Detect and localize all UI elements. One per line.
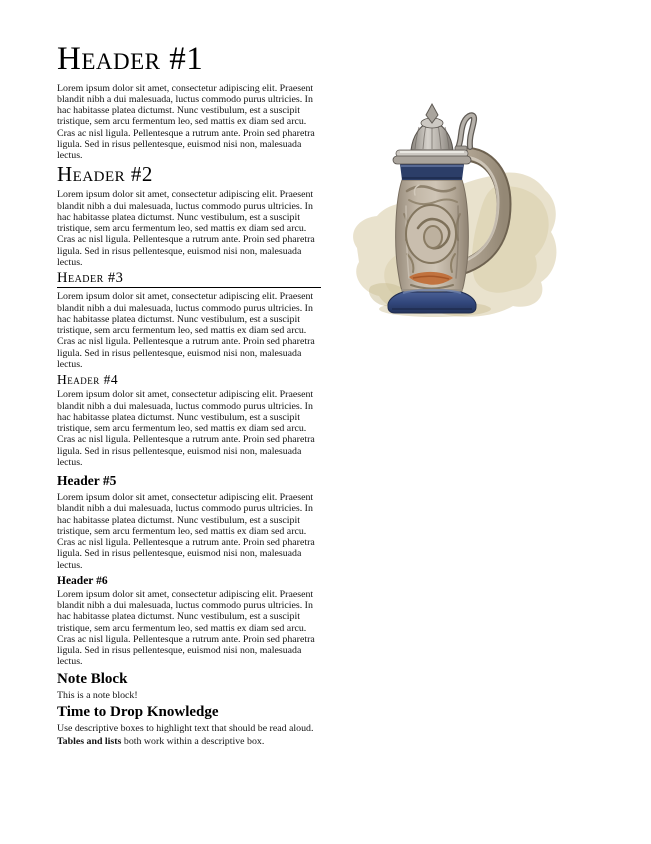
body-paragraph: Lorem ipsum dolor sit amet, consectetur adipiscing elit. Praesent blandit nibh a dui malesuada, luctus commodo purus ultricies. In hac habitasse platea dictumst. Nunc vestibulum, est a suscipit tristique, sem arcu fermentum leo, sed mattis ex diam sed arcu. Cras ac nisl ligula. Pellentesque a rutrum ante. Proin sed pharetra ligula. Sed in risus pellentesque, euismod nisi non, malesuada lectus. bbox=[57, 189, 315, 268]
heading-2: Header #2 bbox=[57, 162, 153, 187]
section-1 bbox=[57, 42, 321, 161]
note-block-body: This is a note block! bbox=[57, 689, 138, 701]
heading-6: Header #6 bbox=[57, 574, 108, 587]
heading-1: Header #1 bbox=[57, 41, 204, 77]
heading-5: Header #5 bbox=[57, 473, 117, 489]
knowledge-title: Time to Drop Knowledge bbox=[57, 703, 219, 720]
section-2 bbox=[57, 163, 321, 268]
knowledge-section bbox=[57, 704, 321, 748]
section-3 bbox=[57, 271, 321, 370]
knowledge-body: Use descriptive boxes to highlight text that should be read aloud. bbox=[57, 722, 314, 734]
section-6 bbox=[57, 575, 321, 668]
stein-neck-band bbox=[400, 164, 464, 180]
body-paragraph: Lorem ipsum dolor sit amet, consectetur adipiscing elit. Praesent blandit nibh a dui malesuada, luctus commodo purus ultricies. In hac habitasse platea dictumst. Nunc vestibulum, est a suscipit tristique, sem arcu fermentum leo, sed mattis ex diam sed arcu. Cras ac nisl ligula. Pellentesque a rutrum ante. Proin sed pharetra ligula. Sed in risus pellentesque, euismod nisi non, malesuada lectus. bbox=[57, 82, 315, 162]
text-column bbox=[57, 42, 321, 749]
section-5 bbox=[57, 473, 321, 571]
body-paragraph: Lorem ipsum dolor sit amet, consectetur adipiscing elit. Praesent blandit nibh a dui malesuada, luctus commodo purus ultricies. In hac habitasse platea dictumst. Nunc vestibulum, est a suscipit tristique, sem arcu fermentum leo, sed mattis ex diam sed arcu. Cras ac nisl ligula. Pellentesque a rutrum ante. Proin sed pharetra ligula. Sed in risus pellentesque, euismod nisi non, malesuada lectus. bbox=[57, 588, 315, 668]
knowledge-bold-lead: Tables and lists bbox=[57, 736, 122, 748]
stein-medallion bbox=[406, 205, 456, 263]
heading-4: Header #4 bbox=[57, 372, 119, 388]
heading-3: Header #3 bbox=[57, 271, 321, 288]
body-paragraph: Lorem ipsum dolor sit amet, consectetur adipiscing elit. Praesent blandit nibh a dui malesuada, luctus commodo purus ultricies. In hac habitasse platea dictumst. Nunc vestibulum, est a suscipit tristique, sem arcu fermentum leo, sed mattis ex diam sed arcu. Cras ac nisl ligula. Pellentesque a rutrum ante. Proin sed pharetra ligula. Sed in risus pellentesque, euismod nisi non, malesuada lectus. bbox=[57, 291, 315, 370]
note-block-title: Note Block bbox=[57, 670, 128, 687]
stein-body bbox=[396, 180, 469, 293]
knowledge-tables-line bbox=[57, 736, 321, 747]
stein-illustration bbox=[343, 96, 565, 320]
knowledge-bold-rest: both work within a descriptive box. bbox=[121, 736, 265, 748]
section-4 bbox=[57, 373, 321, 468]
body-paragraph: Lorem ipsum dolor sit amet, consectetur adipiscing elit. Praesent blandit nibh a dui malesuada, luctus commodo purus ultricies. In hac habitasse platea dictumst. Nunc vestibulum, est a suscipit tristique, sem arcu fermentum leo, sed mattis ex diam sed arcu. Cras ac nisl ligula. Pellentesque a rutrum ante. Proin sed pharetra ligula. Sed in risus pellentesque, euismod nisi non, malesuada lectus. bbox=[57, 492, 315, 571]
stein-foot bbox=[388, 290, 476, 313]
body-paragraph: Lorem ipsum dolor sit amet, consectetur adipiscing elit. Praesent blandit nibh a dui malesuada, luctus commodo purus ultricies. In hac habitasse platea dictumst. Nunc vestibulum, est a suscipit tristique, sem arcu fermentum leo, sed mattis ex diam sed arcu. Cras ac nisl ligula. Pellentesque a rutrum ante. Proin sed pharetra ligula. Sed in risus pellentesque, euismod nisi non, malesuada lectus. bbox=[57, 389, 315, 468]
stein-illustration-svg bbox=[343, 96, 565, 320]
note-block-section bbox=[57, 671, 321, 701]
